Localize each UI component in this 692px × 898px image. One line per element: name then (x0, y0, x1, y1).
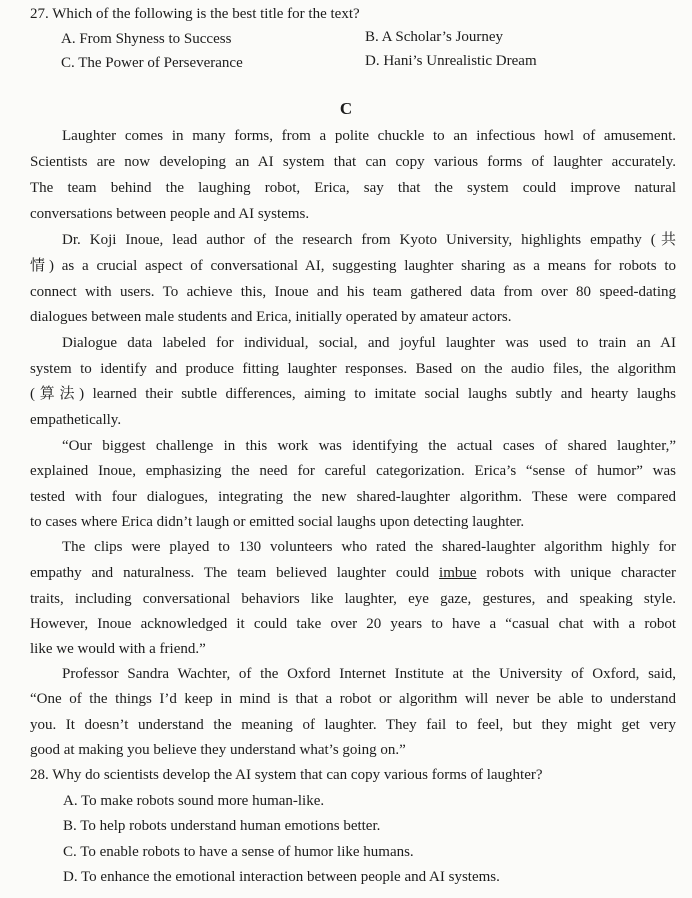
passage-p2-line-4: dialogues between male students and Erica, initially operated by amateur actors. (30, 309, 512, 325)
passage-p2-line-3: connect with users. To achieve this, Inoue and his team gathered data from over 80 speed-dating (30, 284, 676, 300)
q27-option-d[interactable]: D. Hani’s Unrealistic Dream (365, 53, 537, 69)
passage-p4-line-2: explained Inoue, emphasizing the need for careful categorization. Erica’s “sense of humor” was (30, 463, 676, 479)
passage-p1-line-3: The team behind the laughing robot, Erica, say that the system could improve natural (30, 180, 676, 196)
passage-p4-line-1: “Our biggest challenge in this work was identifying the actual cases of shared laughter,” (62, 438, 676, 454)
q27-option-a[interactable]: A. From Shyness to Success (61, 31, 232, 47)
passage-p3-line-2: system to identify and produce fitting laughter responses. Based on the audio files, the algorithm (30, 361, 676, 377)
q28-option-c[interactable]: C. To enable robots to have a sense of humor like humans. (63, 844, 414, 860)
passage-p2-line-1: Dr. Koji Inoue, lead author of the research from Kyoto University, highlights empathy (共 (62, 232, 676, 248)
passage-p6-line-3: you. It doesn’t understand the meaning of laughter. They fail to feel, but they might get very (30, 717, 676, 733)
q27-stem: 27. Which of the following is the best title for the text? (30, 6, 360, 22)
q28-option-d[interactable]: D. To enhance the emotional interaction between people and AI systems. (63, 869, 500, 885)
passage-p6-line-4: good at making you believe they understand what’s going on.” (30, 742, 406, 758)
passage-p3-line-3: (算法) learned their subtle differences, aiming to imitate social laughs subtly and hearty laughs (30, 386, 676, 402)
passage-p2-line-2: 情) as a crucial aspect of conversational AI, suggesting laughter sharing as a means for robots to (30, 258, 676, 274)
vocab-word-imbue: imbue (439, 565, 477, 581)
passage-p5-line-3: traits, including conversational behaviors like laughter, eye gaze, gestures, and speaking style. (30, 591, 676, 607)
q28-option-b[interactable]: B. To help robots understand human emotions better. (63, 818, 381, 834)
passage-p1-line-4: conversations between people and AI systems. (30, 206, 310, 222)
q27-option-b[interactable]: B. A Scholar’s Journey (365, 29, 504, 45)
q27-option-c[interactable]: C. The Power of Perseverance (61, 55, 243, 71)
passage-p4-line-3: tested with four dialogues, integrating the new shared-laughter algorithm. These were compared (30, 489, 676, 505)
passage-p3-line-4: empathetically. (30, 412, 122, 428)
section-title: C (339, 99, 353, 118)
passage-p1-line-2: Scientists are now developing an AI system that can copy various forms of laughter accurately. (30, 154, 676, 170)
passage-p5-line-2: empathy and naturalness. The team believed laughter could imbue robots with unique character (30, 565, 676, 581)
passage-p5-line-4: However, Inoue acknowledged it could take over 20 years to have a “casual chat with a robot (30, 616, 676, 632)
passage-p5-line-1: The clips were played to 130 volunteers who rated the shared-laughter algorithm highly for (62, 539, 676, 555)
passage-p3-line-1: Dialogue data labeled for individual, social, and joyful laughter was used to train an AI (62, 335, 676, 351)
q28-stem: 28. Why do scientists develop the AI system that can copy various forms of laughter? (30, 767, 543, 783)
passage-p5-line-5: like we would with a friend.” (30, 641, 206, 657)
passage-p6-line-2: “One of the things I’d keep in mind is that a robot or algorithm will never be able to understand (30, 691, 676, 707)
q28-option-a[interactable]: A. To make robots sound more human-like. (63, 793, 325, 809)
passage-p4-line-4: to cases where Erica didn’t laugh or emitted social laughs upon detecting laughter. (30, 514, 525, 530)
passage-p1-line-1: Laughter comes in many forms, from a polite chuckle to an infectious howl of amusement. (62, 128, 676, 144)
passage-p6-line-1: Professor Sandra Wachter, of the Oxford Internet Institute at the University of Oxford, said, (62, 666, 676, 682)
